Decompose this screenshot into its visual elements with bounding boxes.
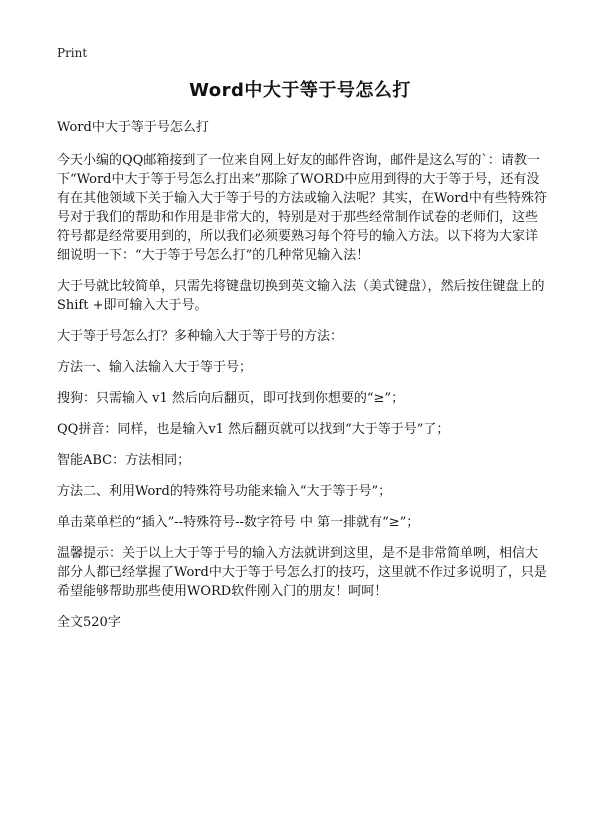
paragraph-insert-menu: 单击菜单栏的“插入”--特殊符号--数字符号 中 第一排就有“≥”； bbox=[57, 515, 420, 530]
document-subtitle: Word中大于等于号怎么打 bbox=[57, 120, 209, 135]
paragraph-greater-than: 大于号就比较简单，只需先将键盘切换到英文输入法（美式键盘），然后按住键盘上的 Shift +即可输入大于号。 bbox=[57, 279, 545, 313]
document-body bbox=[57, 118, 547, 644]
paragraph-tip: 温馨提示：关于以上大于等于号的输入方法就讲到这里，是不是非常简单咧，相信大部分人都已经掌握了Word中大于等于号怎么打的技巧，这里就不作过多说明了，只是希望能够帮助那些使用WORD软件刚入门的朋友！呵呵！ bbox=[57, 546, 547, 599]
paragraph-method-one: 方法一、输入法输入大于等于号； bbox=[57, 360, 253, 375]
print-link[interactable]: Print bbox=[57, 46, 88, 60]
document-title: Word中大于等于号怎么打 bbox=[189, 80, 411, 101]
paragraph-smart-abc: 智能ABC：方法相同； bbox=[57, 453, 191, 468]
paragraph-qq-pinyin: QQ拼音：同样，也是输入v1 然后翻页就可以找到“大于等于号”了； bbox=[57, 422, 450, 437]
paragraph-sogou: 搜狗：只需输入 v1 然后向后翻页，即可找到你想要的“≥”； bbox=[57, 391, 405, 406]
word-count: 全文520字 bbox=[57, 615, 121, 630]
paragraph-methods-heading: 大于等于号怎么打？多种输入大于等于号的方法： bbox=[57, 329, 344, 344]
paragraph-intro: 今天小编的QQ邮箱接到了一位来自网上好友的邮件咨询，邮件是这么写的`：请教一下“Word中大于等于号怎么打出来”那除了WORD中应用到得的大于等于号，还有没有在其他领域下关于输入大于等于号的方法或输入法呢？其实，在Word中有些特殊符号对于我们的帮助和作用是非常大的，特别是对于那些经常制作试卷的老师们，这些符号都是经常要用到的，所以我们必须要熟习每个符号的输入方法。以下将为大家详细说明一下：“大于等于号怎么打”的几种常见输入法！ bbox=[57, 153, 547, 263]
paragraph-method-two: 方法二、利用Word的特殊符号功能来输入“大于等于号”； bbox=[57, 484, 392, 499]
